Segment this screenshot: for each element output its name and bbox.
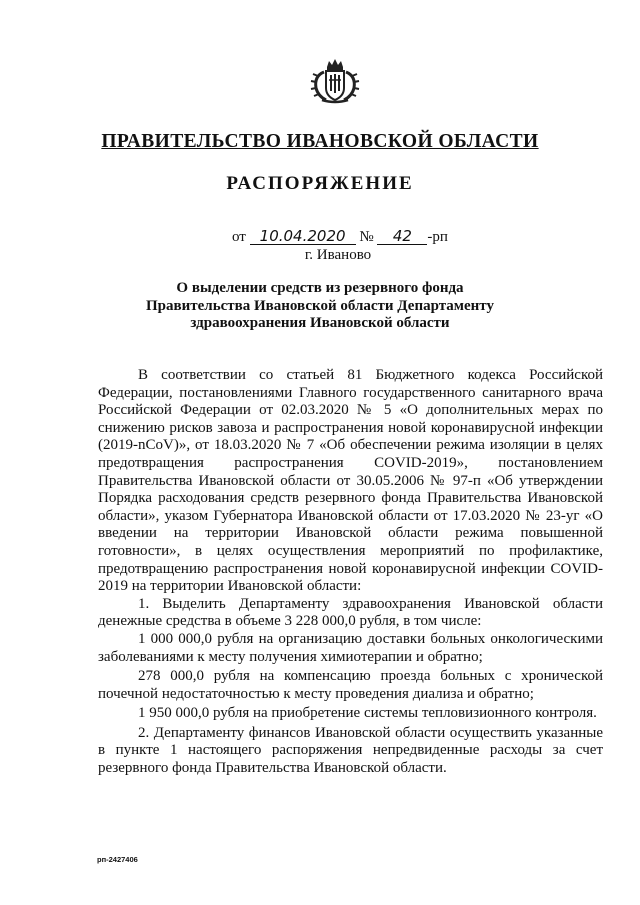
footer-registration-code: рп-2427406	[97, 855, 138, 864]
subject-line: О выделении средств из резервного фонда	[176, 280, 464, 296]
number-suffix: -рп	[427, 229, 448, 245]
document-type: РАСПОРЯЖЕНИЕ	[226, 173, 414, 194]
date-number-line	[232, 229, 448, 246]
document-body	[98, 367, 603, 778]
item-2-paragraph: 2. Департаменту финансов Ивановской области осуществить указанные в пункте 1 настоящего распоряжения непредвиденные расходы за счет резервного фонда Правительства Ивановской области.	[98, 724, 603, 777]
item-1-paragraph: 1. Выделить Департаменту здравоохранения Ивановской области денежные средства в объеме 3 228 000,0 рубля, в том числе:	[98, 595, 603, 630]
item-1-subitem-2: 278 000,0 рубля на компенсацию проезда больных с хронической почечной недостаточностью к месту проведения диализа и обратно;	[98, 668, 603, 702]
government-title: ПРАВИТЕЛЬСТВО ИВАНОВСКОЙ ОБЛАСТИ	[101, 131, 539, 152]
handwritten-date: 10.04.2020	[250, 229, 356, 245]
city-name: г. Иваново	[304, 247, 372, 263]
subject-line: здравоохранения Ивановской области	[190, 315, 450, 331]
document-subject	[0, 280, 640, 333]
preamble-paragraph: В соответствии со статьей 81 Бюджетного кодекса Российской Федерации, постановлениями Главного государственного санитарного врача Российской Федерации от 02.03.2020 № 5 «О дополнительных мерах по снижению рисков завоза и распространения новой коронавирусной инфекции (2019-nCoV)», от 18.03.2020 № 7 «Об обеспечении режима изоляции в целях предотвращения распространения COVID-2019», постановлением Правительства Ивановской области от 30.05.2006 № 97-п «Об утверждении Порядка расходования средств резервного фонда Правительства Ивановской области», указом Губернатора Ивановской области от 17.03.2020 № 23-уг «О введении на территории Ивановской области режима повышенной готовности», в целях осуществления мероприятий по профилактике, предотвращению распространения новой коронавирусной инфекции COVID-2019 на территории Ивановской области:	[98, 367, 603, 595]
item-1-subitem-1: 1 000 000,0 рубля на организацию доставки больных онкологическими заболеваниями к месту получения химиотерапии и обратно;	[98, 630, 603, 665]
number-sign: №	[359, 229, 374, 245]
subject-line: Правительства Ивановской области Департаменту	[146, 297, 494, 314]
date-prefix: от	[232, 229, 246, 245]
ivanovo-coat-of-arms-icon	[310, 58, 360, 104]
handwritten-number: 42	[377, 229, 427, 245]
item-1-subitem-3: 1 950 000,0 рубля на приобретение системы тепловизионного контроля.	[138, 705, 597, 722]
